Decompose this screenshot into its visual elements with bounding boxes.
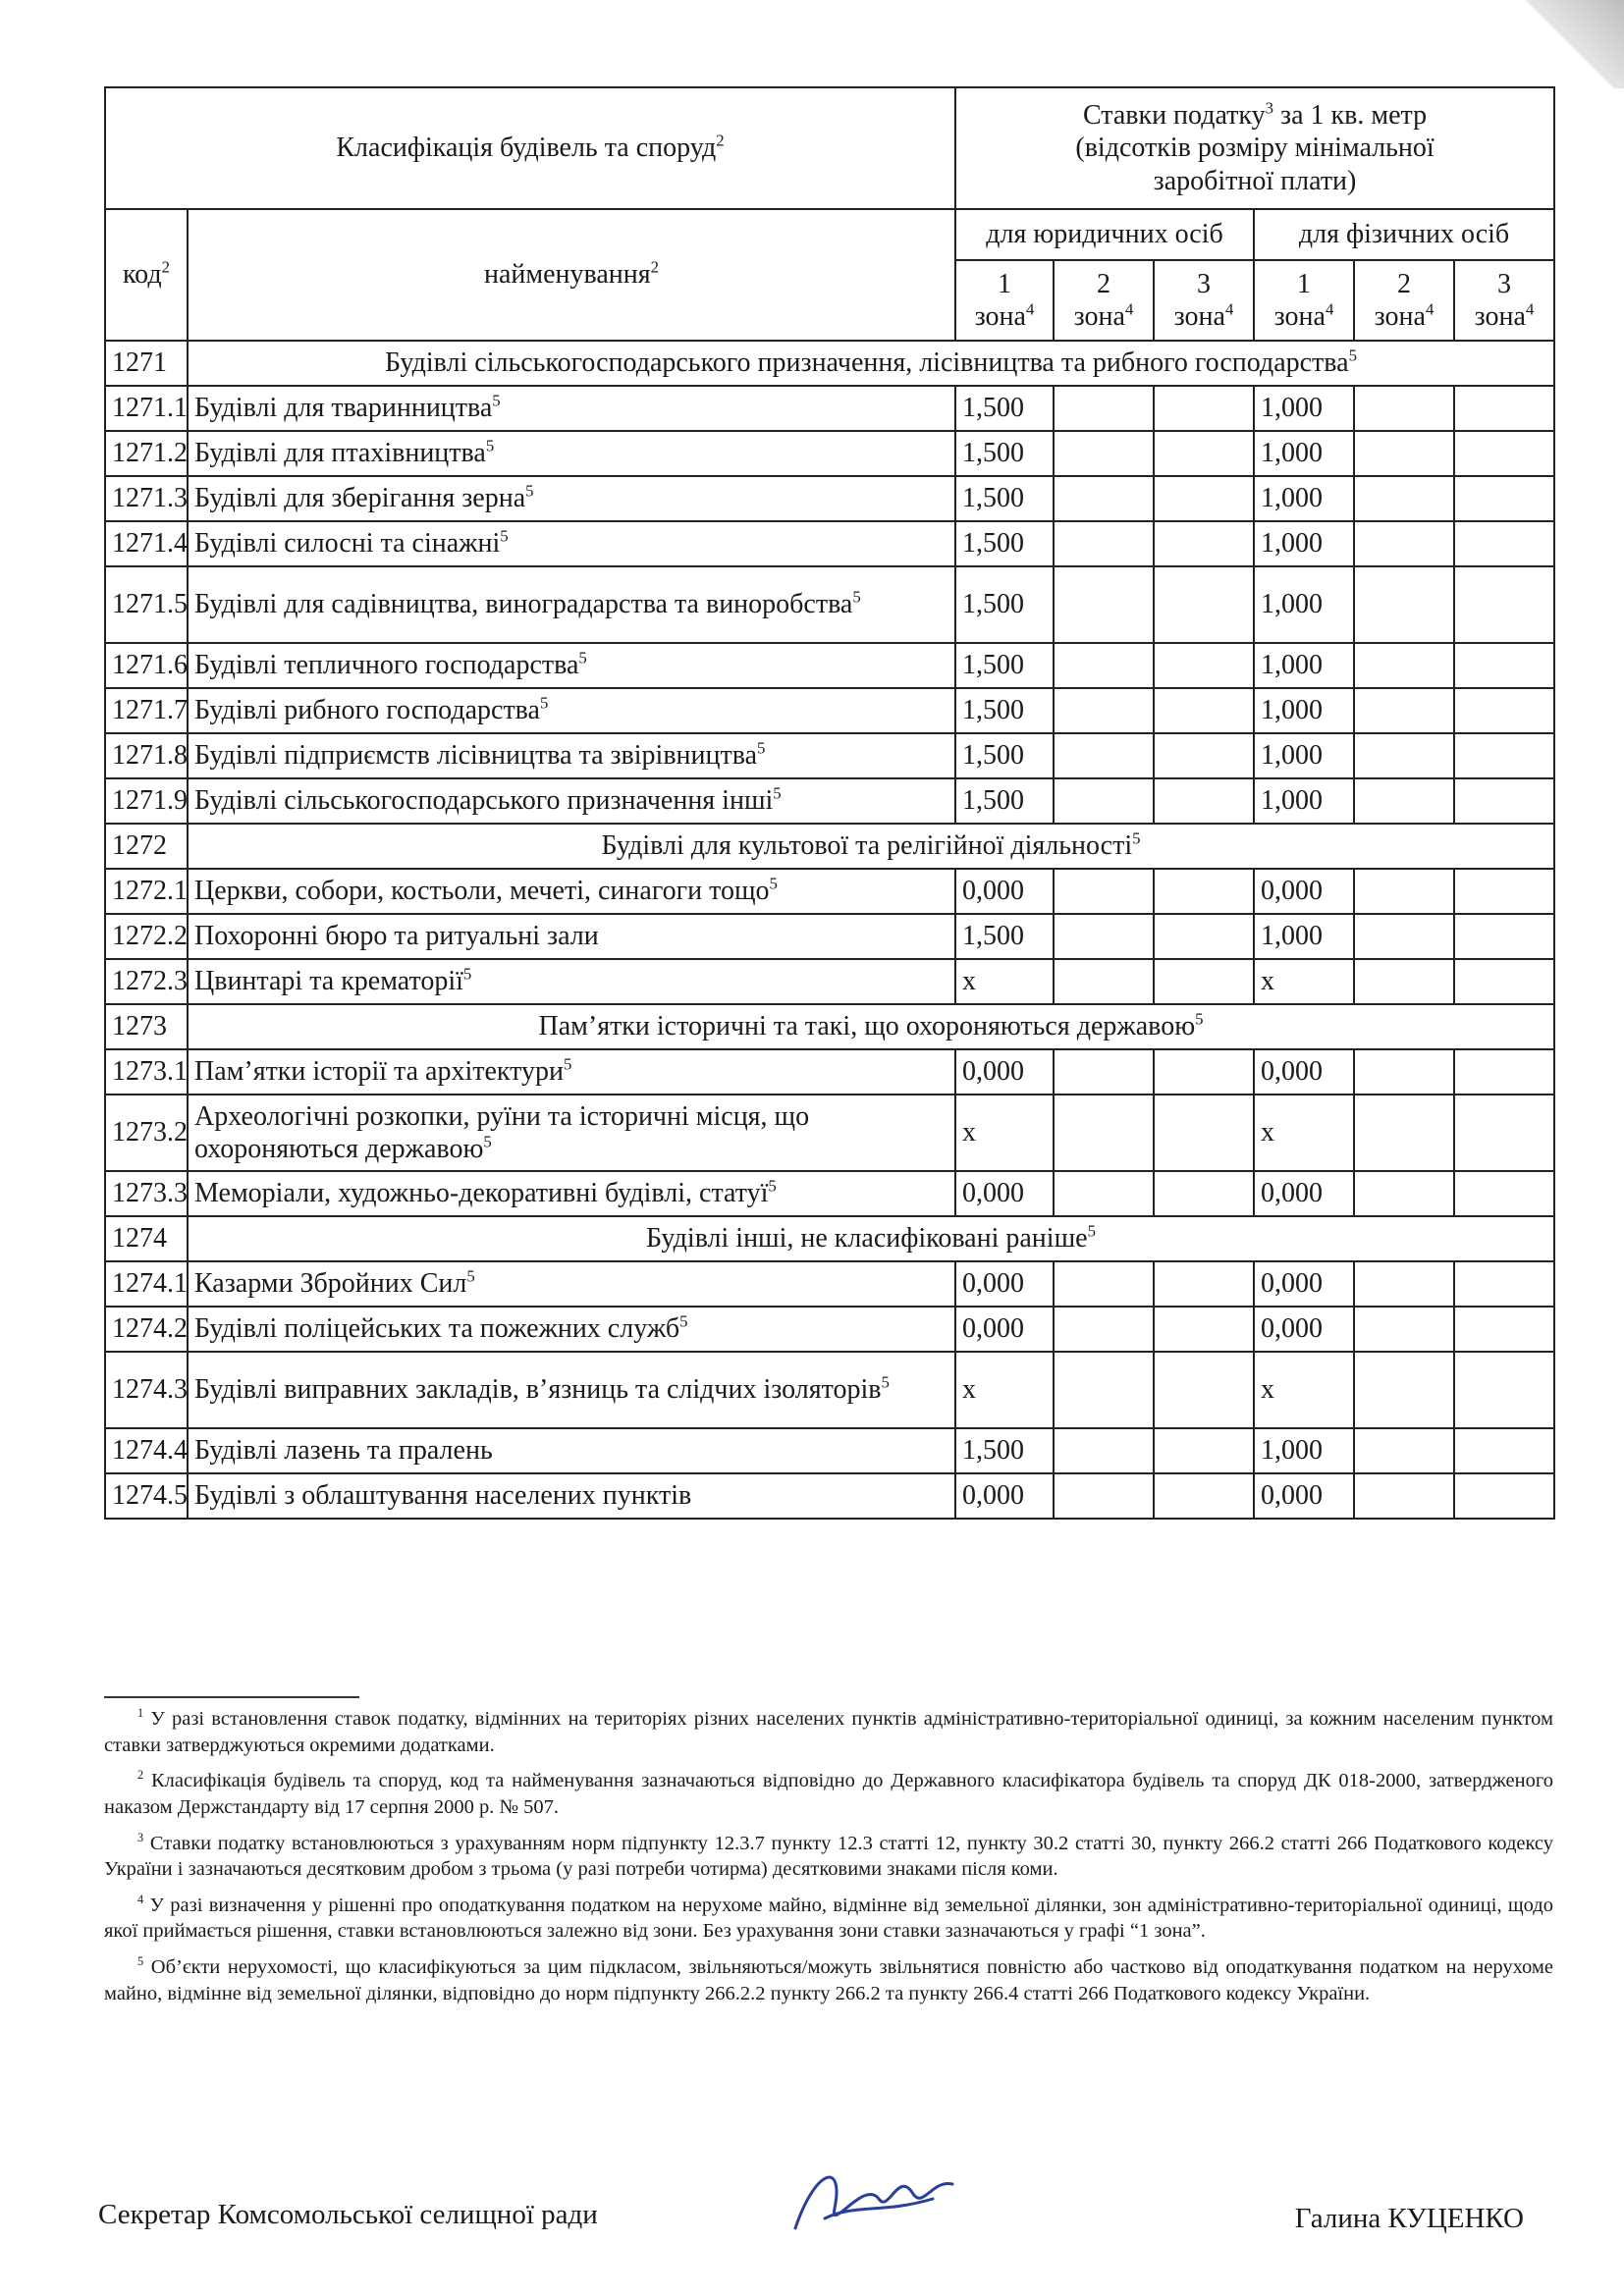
row-name: Будівлі підприємств лісівництва та звірівництва$^5$	[188, 733, 955, 778]
table-row	[105, 688, 1554, 733]
section-row	[105, 341, 1554, 386]
legal-zone-1-rate: 1,500	[955, 778, 1054, 824]
footnote-2: $^2$ Класифікація будівель та споруд, код та найменування зазначаються відповідно до Державного класифікатора будівель та споруд ДК 018-2000, затвердженого наказом Держстандарту від 17 серпня 2000 р. № 507.	[104, 1768, 1554, 1818]
table-row	[105, 476, 1554, 521]
header-physical-zone-3: 3 зона$^4$	[1454, 260, 1554, 341]
table-row	[105, 1171, 1554, 1216]
legal-zone-1-rate: х	[955, 959, 1054, 1004]
table-row	[105, 1307, 1554, 1352]
physical-zone-1-rate: 1,000	[1254, 643, 1354, 688]
legal-zone-2-rate	[1054, 1171, 1154, 1216]
physical-zone-2-rate	[1354, 643, 1454, 688]
section-title: Будівлі сільськогосподарського призначення, лісівництва та рибного господарства$^5$	[188, 341, 1554, 386]
legal-zone-2-rate	[1054, 1352, 1154, 1428]
legal-zone-2-rate	[1054, 1261, 1154, 1307]
table-row	[105, 643, 1554, 688]
legal-zone-2-rate	[1054, 869, 1154, 914]
physical-zone-3-rate	[1454, 431, 1554, 476]
legal-zone-2-rate	[1054, 643, 1154, 688]
header-classification: Класифікація будівель та споруд$^2$	[105, 87, 955, 209]
legal-zone-1-rate: х	[955, 1095, 1054, 1171]
table-row	[105, 521, 1554, 566]
legal-zone-3-rate	[1154, 566, 1254, 643]
table-row	[105, 431, 1554, 476]
section-title: Будівлі інші, не класифіковані раніше$^5$	[188, 1216, 1554, 1261]
physical-zone-2-rate	[1354, 778, 1454, 824]
physical-zone-2-rate	[1354, 1171, 1454, 1216]
header-legal-zone-2: 2 зона$^4$	[1054, 260, 1154, 341]
legal-zone-2-rate	[1054, 386, 1154, 431]
legal-zone-3-rate	[1154, 643, 1254, 688]
section-code: 1271	[105, 341, 188, 386]
legal-zone-3-rate	[1154, 959, 1254, 1004]
row-code: 1273.3	[105, 1171, 188, 1216]
row-name: Похоронні бюро та ритуальні зали	[188, 914, 955, 959]
section-row	[105, 1004, 1554, 1049]
row-name: Будівлі для зберігання зерна$^5$	[188, 476, 955, 521]
physical-zone-2-rate	[1354, 1473, 1454, 1519]
row-name: Будівлі лазень та пралень	[188, 1428, 955, 1473]
legal-zone-2-rate	[1054, 1307, 1154, 1352]
legal-zone-1-rate: 1,500	[955, 688, 1054, 733]
row-name: Меморіали, художньо-декоративні будівлі, статуї$^5$	[188, 1171, 955, 1216]
legal-zone-3-rate	[1154, 688, 1254, 733]
row-code: 1273.2	[105, 1095, 188, 1171]
legal-zone-1-rate: 1,500	[955, 566, 1054, 643]
row-code: 1271.7	[105, 688, 188, 733]
physical-zone-2-rate	[1354, 914, 1454, 959]
row-name: Церкви, собори, костьоли, мечеті, синагоги тощо$^5$	[188, 869, 955, 914]
physical-zone-2-rate	[1354, 431, 1454, 476]
signatory-title: Секретар Комсомольської селищної ради	[98, 2199, 598, 2230]
section-code: 1273	[105, 1004, 188, 1049]
section-code: 1272	[105, 824, 188, 869]
legal-zone-3-rate	[1154, 1261, 1254, 1307]
physical-zone-2-rate	[1354, 688, 1454, 733]
row-name: Будівлі для птахівництва$^5$	[188, 431, 955, 476]
table-row	[105, 1428, 1554, 1473]
physical-zone-2-rate	[1354, 476, 1454, 521]
section-row	[105, 824, 1554, 869]
row-code: 1274.1	[105, 1261, 188, 1307]
legal-zone-1-rate: 0,000	[955, 869, 1054, 914]
row-code: 1271.5	[105, 566, 188, 643]
legal-zone-2-rate	[1054, 733, 1154, 778]
legal-zone-1-rate: 1,500	[955, 386, 1054, 431]
footnotes	[104, 1696, 1553, 2016]
physical-zone-3-rate	[1454, 1473, 1554, 1519]
physical-zone-2-rate	[1354, 869, 1454, 914]
physical-zone-3-rate	[1454, 521, 1554, 566]
physical-zone-1-rate: х	[1254, 1095, 1354, 1171]
physical-zone-2-rate	[1354, 521, 1454, 566]
row-code: 1271.3	[105, 476, 188, 521]
physical-zone-1-rate: 1,000	[1254, 521, 1354, 566]
legal-zone-2-rate	[1054, 566, 1154, 643]
physical-zone-3-rate	[1454, 733, 1554, 778]
physical-zone-3-rate	[1454, 1171, 1554, 1216]
physical-zone-2-rate	[1354, 1049, 1454, 1095]
physical-zone-1-rate: 0,000	[1254, 869, 1354, 914]
legal-zone-1-rate: 0,000	[955, 1049, 1054, 1095]
legal-zone-2-rate	[1054, 521, 1154, 566]
row-name: Будівлі поліцейських та пожежних служб$^5$	[188, 1307, 955, 1352]
physical-zone-1-rate: 1,000	[1254, 566, 1354, 643]
header-name: найменування$^2$	[188, 209, 955, 341]
legal-zone-3-rate	[1154, 733, 1254, 778]
section-code: 1274	[105, 1216, 188, 1261]
physical-zone-3-rate	[1454, 914, 1554, 959]
legal-zone-2-rate	[1054, 778, 1154, 824]
header-individuals: для фізичних осіб	[1254, 209, 1554, 260]
legal-zone-2-rate	[1054, 1095, 1154, 1171]
physical-zone-2-rate	[1354, 959, 1454, 1004]
physical-zone-3-rate	[1454, 1307, 1554, 1352]
legal-zone-1-rate: 0,000	[955, 1473, 1054, 1519]
table-row	[105, 1473, 1554, 1519]
legal-zone-3-rate	[1154, 1049, 1254, 1095]
physical-zone-1-rate: х	[1254, 959, 1354, 1004]
table-row	[105, 914, 1554, 959]
physical-zone-3-rate	[1454, 1261, 1554, 1307]
physical-zone-2-rate	[1354, 1261, 1454, 1307]
legal-zone-3-rate	[1154, 778, 1254, 824]
physical-zone-1-rate: 1,000	[1254, 476, 1354, 521]
row-code: 1271.6	[105, 643, 188, 688]
physical-zone-3-rate	[1454, 566, 1554, 643]
row-code: 1271.4	[105, 521, 188, 566]
legal-zone-1-rate: 1,500	[955, 643, 1054, 688]
section-title: Будівлі для культової та релігійної діяльності$^5$	[188, 824, 1554, 869]
signature-block	[98, 2189, 1551, 2258]
row-name: Будівлі з облаштування населених пунктів	[188, 1473, 955, 1519]
physical-zone-1-rate: 0,000	[1254, 1473, 1354, 1519]
row-code: 1271.9	[105, 778, 188, 824]
physical-zone-2-rate	[1354, 386, 1454, 431]
legal-zone-3-rate	[1154, 431, 1254, 476]
legal-zone-1-rate: 1,500	[955, 733, 1054, 778]
legal-zone-2-rate	[1054, 476, 1154, 521]
row-name: Будівлі виправних закладів, в’язниць та слідчих ізоляторів$^5$	[188, 1352, 955, 1428]
physical-zone-3-rate	[1454, 1095, 1554, 1171]
footnote-divider	[104, 1696, 359, 1698]
legal-zone-2-rate	[1054, 688, 1154, 733]
section-title: Пам’ятки історичні та такі, що охороняються державою$^5$	[188, 1004, 1554, 1049]
legal-zone-1-rate: 0,000	[955, 1171, 1054, 1216]
legal-zone-3-rate	[1154, 1095, 1254, 1171]
footnote-3: $^3$ Ставки податку встановлюються з урахуванням норм підпункту 12.3.7 пункту 12.3 статті 12, пункту 30.2 статті 30, пункту 266.2 статті 266 Податкового кодексу України і зазначаються десятковим дробом з трьома (у разі потреби чотирма) десятковими знаками після коми.	[104, 1830, 1554, 1881]
legal-zone-2-rate	[1054, 431, 1154, 476]
header-physical-zone-1: 1 зона$^4$	[1254, 260, 1354, 341]
row-code: 1271.1	[105, 386, 188, 431]
physical-zone-1-rate: 1,000	[1254, 688, 1354, 733]
table-row	[105, 1352, 1554, 1428]
legal-zone-2-rate	[1054, 1428, 1154, 1473]
legal-zone-2-rate	[1054, 959, 1154, 1004]
row-code: 1272.2	[105, 914, 188, 959]
handwritten-signature-icon	[785, 2150, 962, 2248]
physical-zone-1-rate: х	[1254, 1352, 1354, 1428]
row-code: 1272.3	[105, 959, 188, 1004]
header-legal-zone-3: 3 зона$^4$	[1154, 260, 1254, 341]
row-name: Археологічні розкопки, руїни та історичні місця, що охороняються державою$^5$	[188, 1095, 955, 1171]
header-physical-zone-2: 2 зона$^4$	[1354, 260, 1454, 341]
page-corner-fold	[1496, 0, 1624, 88]
physical-zone-2-rate	[1354, 1307, 1454, 1352]
row-name: Пам’ятки історії та архітектури$^5$	[188, 1049, 955, 1095]
physical-zone-1-rate: 1,000	[1254, 778, 1354, 824]
physical-zone-1-rate: 0,000	[1254, 1261, 1354, 1307]
physical-zone-1-rate: 1,000	[1254, 914, 1354, 959]
row-name: Будівлі для садівництва, виноградарства та виноробства$^5$	[188, 566, 955, 643]
legal-zone-3-rate	[1154, 914, 1254, 959]
table-row	[105, 959, 1554, 1004]
row-code: 1274.5	[105, 1473, 188, 1519]
legal-zone-3-rate	[1154, 476, 1254, 521]
legal-zone-3-rate	[1154, 1352, 1254, 1428]
table-row	[105, 869, 1554, 914]
legal-zone-1-rate: 1,500	[955, 914, 1054, 959]
physical-zone-1-rate: 1,000	[1254, 733, 1354, 778]
legal-zone-1-rate: 1,500	[955, 1428, 1054, 1473]
footnote-5: $^5$ Об’єкти нерухомості, що класифікуються за цим підкласом, звільняються/можуть звільнятися повністю або частково від оподаткування податком на нерухоме майно, відмінне від земельної ділянки, відповідно до норм підпункту 266.2.2 пункту 266.2 та пункту 266.4 статті 266 Податкового кодексу України.	[104, 1954, 1553, 2004]
row-name: Будівлі тепличного господарства$^5$	[188, 643, 955, 688]
row-name: Казарми Збройних Сил$^5$	[188, 1261, 955, 1307]
legal-zone-3-rate	[1154, 869, 1254, 914]
row-code: 1274.2	[105, 1307, 188, 1352]
signatory-name: Галина КУЦЕНКО	[1294, 2203, 1524, 2234]
physical-zone-1-rate: 0,000	[1254, 1307, 1354, 1352]
row-code: 1272.1	[105, 869, 188, 914]
legal-zone-3-rate	[1154, 1307, 1254, 1352]
header-legal-zone-1: 1 зона$^4$	[955, 260, 1054, 341]
physical-zone-1-rate: 1,000	[1254, 386, 1354, 431]
row-code: 1271.2	[105, 431, 188, 476]
legal-zone-3-rate	[1154, 386, 1254, 431]
legal-zone-2-rate	[1054, 1473, 1154, 1519]
legal-zone-1-rate: 1,500	[955, 521, 1054, 566]
row-name: Будівлі для тваринництва$^5$	[188, 386, 955, 431]
legal-zone-1-rate: 1,500	[955, 476, 1054, 521]
header-rates: Ставки податку$^3$ за 1 кв. метр (відсотків розміру мінімальної заробітної плати)	[955, 87, 1554, 209]
tax-rates-table	[104, 86, 1555, 1520]
physical-zone-1-rate: 1,000	[1254, 431, 1354, 476]
table-row	[105, 1095, 1554, 1171]
physical-zone-3-rate	[1454, 476, 1554, 521]
physical-zone-3-rate	[1454, 1049, 1554, 1095]
row-name: Будівлі сільськогосподарського призначення інші$^5$	[188, 778, 955, 824]
row-code: 1271.8	[105, 733, 188, 778]
table-row	[105, 566, 1554, 643]
physical-zone-3-rate	[1454, 688, 1554, 733]
table-row	[105, 778, 1554, 824]
table-row	[105, 1049, 1554, 1095]
physical-zone-1-rate: 0,000	[1254, 1171, 1354, 1216]
physical-zone-3-rate	[1454, 778, 1554, 824]
physical-zone-3-rate	[1454, 1428, 1554, 1473]
section-row	[105, 1216, 1554, 1261]
legal-zone-1-rate: х	[955, 1352, 1054, 1428]
legal-zone-3-rate	[1154, 1171, 1254, 1216]
row-code: 1274.3	[105, 1352, 188, 1428]
row-name: Цвинтарі та крематорії$^5$	[188, 959, 955, 1004]
row-name: Будівлі рибного господарства$^5$	[188, 688, 955, 733]
physical-zone-2-rate	[1354, 1352, 1454, 1428]
header-code: код$^2$	[105, 209, 188, 341]
physical-zone-2-rate	[1354, 733, 1454, 778]
legal-zone-1-rate: 0,000	[955, 1307, 1054, 1352]
physical-zone-1-rate: 1,000	[1254, 1428, 1354, 1473]
physical-zone-3-rate	[1454, 959, 1554, 1004]
row-code: 1273.1	[105, 1049, 188, 1095]
footnote-1: $^1$ У разі встановлення ставок податку, відмінних на територіях різних населених пунктів адміністративно-територіальної одиниці, за кожним населеним пунктом ставки затверджуються окремими додатками.	[104, 1706, 1553, 1756]
legal-zone-3-rate	[1154, 521, 1254, 566]
legal-zone-1-rate: 1,500	[955, 431, 1054, 476]
table-row	[105, 1261, 1554, 1307]
legal-zone-1-rate: 0,000	[955, 1261, 1054, 1307]
legal-zone-2-rate	[1054, 1049, 1154, 1095]
table-row	[105, 733, 1554, 778]
physical-zone-3-rate	[1454, 869, 1554, 914]
physical-zone-2-rate	[1354, 1095, 1454, 1171]
physical-zone-3-rate	[1454, 1352, 1554, 1428]
physical-zone-3-rate	[1454, 643, 1554, 688]
physical-zone-1-rate: 0,000	[1254, 1049, 1354, 1095]
physical-zone-2-rate	[1354, 1428, 1454, 1473]
row-name: Будівлі силосні та сінажні$^5$	[188, 521, 955, 566]
row-code: 1274.4	[105, 1428, 188, 1473]
physical-zone-3-rate	[1454, 386, 1554, 431]
legal-zone-2-rate	[1054, 914, 1154, 959]
table-row	[105, 386, 1554, 431]
footnote-4: $^4$ У разі визначення у рішенні про оподаткування податком на нерухоме майно, відмінне від земельної ділянки, зон адміністративно-територіальної одиниці, щодо якої приймається рішення, ставки встановлюються залежно від зони. Без урахування зони ставки зазначаються у графі “1 зона”.	[104, 1893, 1553, 1943]
legal-zone-3-rate	[1154, 1428, 1254, 1473]
legal-zone-3-rate	[1154, 1473, 1254, 1519]
header-legal-entities: для юридичних осіб	[955, 209, 1254, 260]
table-body	[105, 341, 1554, 1519]
physical-zone-2-rate	[1354, 566, 1454, 643]
